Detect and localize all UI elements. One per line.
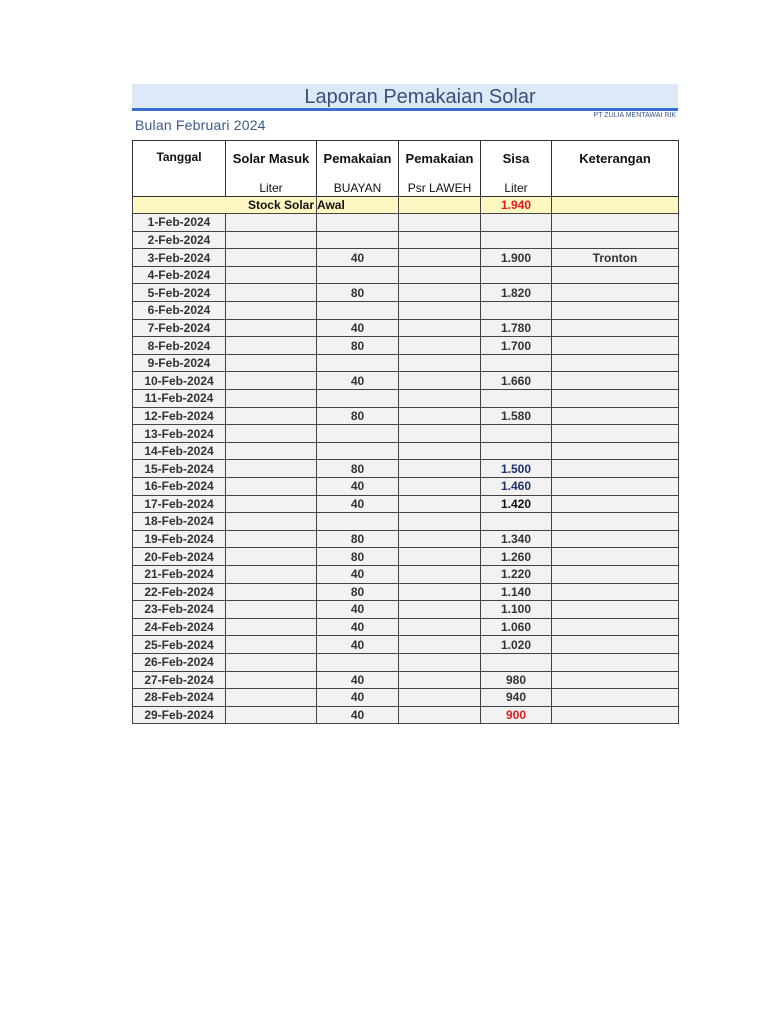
cell-keterangan [552,548,679,566]
cell-sisa: 1.460 [481,478,552,496]
cell-keterangan: Tronton [552,249,679,267]
cell-sisa: 1.660 [481,372,552,390]
cell-sisa: 1.340 [481,530,552,548]
cell-date: 27-Feb-2024 [133,671,226,689]
cell-date: 1-Feb-2024 [133,214,226,232]
header-pemakaian-buayan: Pemakaian [317,141,399,169]
cell-pemakaian-psr-laweh [399,513,481,531]
table-row [133,442,679,460]
cell-pemakaian-buayan [317,231,399,249]
cell-sisa: 1.820 [481,284,552,302]
stock-label-right: Awal [317,196,399,214]
cell-solar-masuk [226,495,317,513]
cell-keterangan [552,442,679,460]
cell-keterangan [552,284,679,302]
header-buayan: BUAYAN [317,169,399,197]
table-row [133,425,679,443]
cell-date: 2-Feb-2024 [133,231,226,249]
table-row [133,390,679,408]
cell-pemakaian-psr-laweh [399,689,481,707]
cell-keterangan [552,266,679,284]
header-keterangan-sub [552,169,679,197]
cell-date: 15-Feb-2024 [133,460,226,478]
cell-date: 9-Feb-2024 [133,354,226,372]
cell-keterangan [552,689,679,707]
cell-solar-masuk [226,583,317,601]
cell-pemakaian-buayan: 40 [317,478,399,496]
cell-solar-masuk [226,266,317,284]
cell-pemakaian-buayan: 80 [317,337,399,355]
cell-sisa [481,442,552,460]
cell-pemakaian-psr-laweh [399,653,481,671]
cell-pemakaian-buayan [317,354,399,372]
cell-solar-masuk [226,530,317,548]
cell-pemakaian-buayan [317,442,399,460]
company-name: PT ZULIA MENTAWAI RIK [593,112,676,119]
cell-solar-masuk [226,636,317,654]
cell-pemakaian-buayan: 40 [317,636,399,654]
report-sheet [132,84,678,723]
header-solar-masuk: Solar Masuk [226,141,317,169]
cell-pemakaian-psr-laweh [399,337,481,355]
header-pemakaian-psr-laweh: Pemakaian [399,141,481,169]
table-row [133,636,679,654]
cell-solar-masuk [226,618,317,636]
cell-pemakaian-buayan [317,266,399,284]
header-subrow [133,169,679,197]
cell-sisa [481,214,552,232]
cell-pemakaian-buayan: 80 [317,407,399,425]
table-row [133,689,679,707]
table-row [133,548,679,566]
cell-solar-masuk [226,319,317,337]
cell-date: 24-Feb-2024 [133,618,226,636]
cell-sisa [481,390,552,408]
cell-solar-masuk [226,354,317,372]
cell-keterangan [552,618,679,636]
table-row [133,249,679,267]
cell-sisa: 1.260 [481,548,552,566]
cell-sisa: 1.500 [481,460,552,478]
cell-date: 22-Feb-2024 [133,583,226,601]
cell-solar-masuk [226,601,317,619]
cell-pemakaian-buayan: 80 [317,460,399,478]
cell-date: 11-Feb-2024 [133,390,226,408]
cell-pemakaian-psr-laweh [399,706,481,724]
header-tanggal: Tanggal [133,141,226,169]
cell-keterangan [552,671,679,689]
cell-pemakaian-psr-laweh [399,302,481,320]
cell-pemakaian-psr-laweh [399,425,481,443]
stock-row [133,196,679,214]
cell-date: 21-Feb-2024 [133,565,226,583]
cell-date: 4-Feb-2024 [133,266,226,284]
cell-solar-masuk [226,478,317,496]
cell-keterangan [552,653,679,671]
cell-sisa [481,266,552,284]
cell-sisa [481,425,552,443]
table-row [133,319,679,337]
cell-pemakaian-psr-laweh [399,354,481,372]
table-row [133,478,679,496]
cell-pemakaian-psr-laweh [399,231,481,249]
subtitle-row [132,111,678,138]
cell-pemakaian-buayan: 40 [317,249,399,267]
cell-keterangan [552,390,679,408]
title-bar [132,84,678,111]
table-row [133,460,679,478]
cell-solar-masuk [226,214,317,232]
cell-pemakaian-buayan: 40 [317,601,399,619]
table-row [133,513,679,531]
table-row [133,565,679,583]
table-row [133,372,679,390]
cell-date: 10-Feb-2024 [133,372,226,390]
table-row [133,407,679,425]
cell-pemakaian-psr-laweh [399,372,481,390]
cell-sisa: 1.220 [481,565,552,583]
table-row [133,337,679,355]
cell-pemakaian-buayan [317,513,399,531]
cell-pemakaian-buayan [317,214,399,232]
cell-solar-masuk [226,653,317,671]
table-row [133,653,679,671]
cell-keterangan [552,706,679,724]
cell-date: 19-Feb-2024 [133,530,226,548]
cell-date: 8-Feb-2024 [133,337,226,355]
cell-sisa: 900 [481,706,552,724]
cell-sisa [481,653,552,671]
header-psr-laweh: Psr LAWEH [399,169,481,197]
cell-pemakaian-psr-laweh [399,390,481,408]
cell-date: 16-Feb-2024 [133,478,226,496]
cell-keterangan [552,337,679,355]
cell-solar-masuk [226,337,317,355]
cell-solar-masuk [226,513,317,531]
cell-solar-masuk [226,706,317,724]
cell-solar-masuk [226,372,317,390]
table-body [133,196,679,724]
header-sisa-unit: Liter [481,169,552,197]
cell-pemakaian-psr-laweh [399,618,481,636]
cell-solar-masuk [226,390,317,408]
table-row [133,354,679,372]
table-row [133,618,679,636]
stock-keterangan [552,196,679,214]
cell-sisa: 980 [481,671,552,689]
cell-sisa: 1.900 [481,249,552,267]
cell-date: 6-Feb-2024 [133,302,226,320]
header-keterangan: Keterangan [552,141,679,169]
cell-keterangan [552,495,679,513]
cell-pemakaian-psr-laweh [399,495,481,513]
table-row [133,530,679,548]
cell-solar-masuk [226,249,317,267]
stock-label-left: Stock Solar [133,196,317,214]
header-row [133,141,679,169]
table-row [133,495,679,513]
cell-sisa: 1.060 [481,618,552,636]
header-solar-masuk-unit: Liter [226,169,317,197]
cell-sisa: 1.580 [481,407,552,425]
cell-pemakaian-buayan: 80 [317,583,399,601]
cell-date: 28-Feb-2024 [133,689,226,707]
cell-pemakaian-buayan: 40 [317,372,399,390]
table-row [133,583,679,601]
table-row [133,284,679,302]
cell-pemakaian-buayan: 80 [317,284,399,302]
cell-pemakaian-psr-laweh [399,530,481,548]
cell-pemakaian-psr-laweh [399,636,481,654]
cell-keterangan [552,478,679,496]
cell-solar-masuk [226,284,317,302]
header-tanggal-sub [133,169,226,197]
cell-keterangan [552,636,679,654]
cell-sisa: 1.020 [481,636,552,654]
cell-pemakaian-psr-laweh [399,319,481,337]
cell-pemakaian-buayan: 80 [317,530,399,548]
stock-sisa: 1.940 [481,196,552,214]
cell-date: 12-Feb-2024 [133,407,226,425]
cell-pemakaian-buayan: 40 [317,689,399,707]
cell-sisa: 1.780 [481,319,552,337]
cell-solar-masuk [226,442,317,460]
cell-date: 20-Feb-2024 [133,548,226,566]
cell-keterangan [552,565,679,583]
table-row [133,231,679,249]
cell-pemakaian-buayan: 40 [317,706,399,724]
cell-solar-masuk [226,565,317,583]
table-row [133,671,679,689]
cell-pemakaian-psr-laweh [399,266,481,284]
cell-solar-masuk [226,407,317,425]
cell-sisa: 1.420 [481,495,552,513]
cell-keterangan [552,302,679,320]
cell-solar-masuk [226,302,317,320]
cell-solar-masuk [226,425,317,443]
cell-pemakaian-buayan: 80 [317,548,399,566]
cell-keterangan [552,319,679,337]
table-row [133,601,679,619]
cell-date: 5-Feb-2024 [133,284,226,302]
cell-pemakaian-psr-laweh [399,601,481,619]
table-row [133,706,679,724]
cell-pemakaian-buayan [317,302,399,320]
cell-keterangan [552,372,679,390]
cell-pemakaian-buayan [317,425,399,443]
stock-psr-laweh [399,196,481,214]
report-month: Bulan Februari 2024 [135,117,266,133]
cell-date: 3-Feb-2024 [133,249,226,267]
cell-keterangan [552,583,679,601]
cell-pemakaian-buayan: 40 [317,565,399,583]
table-row [133,214,679,232]
cell-pemakaian-psr-laweh [399,460,481,478]
cell-solar-masuk [226,460,317,478]
cell-pemakaian-buayan [317,390,399,408]
cell-sisa [481,302,552,320]
cell-date: 13-Feb-2024 [133,425,226,443]
cell-solar-masuk [226,671,317,689]
cell-date: 14-Feb-2024 [133,442,226,460]
table-row [133,266,679,284]
cell-sisa [481,513,552,531]
cell-date: 18-Feb-2024 [133,513,226,531]
cell-keterangan [552,460,679,478]
cell-sisa: 1.140 [481,583,552,601]
cell-solar-masuk [226,689,317,707]
cell-sisa: 940 [481,689,552,707]
cell-pemakaian-buayan [317,653,399,671]
cell-pemakaian-psr-laweh [399,442,481,460]
cell-date: 7-Feb-2024 [133,319,226,337]
cell-pemakaian-buayan: 40 [317,671,399,689]
cell-pemakaian-psr-laweh [399,478,481,496]
report-title: Laporan Pemakaian Solar [304,86,536,108]
cell-keterangan [552,354,679,372]
cell-date: 29-Feb-2024 [133,706,226,724]
cell-pemakaian-psr-laweh [399,407,481,425]
cell-pemakaian-buayan: 40 [317,618,399,636]
cell-sisa: 1.100 [481,601,552,619]
cell-keterangan [552,425,679,443]
header-sisa: Sisa [481,141,552,169]
cell-date: 25-Feb-2024 [133,636,226,654]
cell-date: 23-Feb-2024 [133,601,226,619]
cell-pemakaian-psr-laweh [399,583,481,601]
cell-pemakaian-psr-laweh [399,548,481,566]
cell-sisa [481,231,552,249]
table-row [133,302,679,320]
cell-keterangan [552,513,679,531]
cell-sisa: 1.700 [481,337,552,355]
cell-solar-masuk [226,548,317,566]
cell-date: 17-Feb-2024 [133,495,226,513]
cell-pemakaian-psr-laweh [399,565,481,583]
cell-keterangan [552,231,679,249]
cell-pemakaian-psr-laweh [399,284,481,302]
cell-keterangan [552,214,679,232]
cell-keterangan [552,601,679,619]
cell-sisa [481,354,552,372]
cell-pemakaian-psr-laweh [399,214,481,232]
cell-keterangan [552,407,679,425]
cell-solar-masuk [226,231,317,249]
usage-table [132,140,679,724]
cell-pemakaian-psr-laweh [399,249,481,267]
cell-keterangan [552,530,679,548]
cell-pemakaian-buayan: 40 [317,495,399,513]
cell-pemakaian-buayan: 40 [317,319,399,337]
cell-date: 26-Feb-2024 [133,653,226,671]
cell-pemakaian-psr-laweh [399,671,481,689]
